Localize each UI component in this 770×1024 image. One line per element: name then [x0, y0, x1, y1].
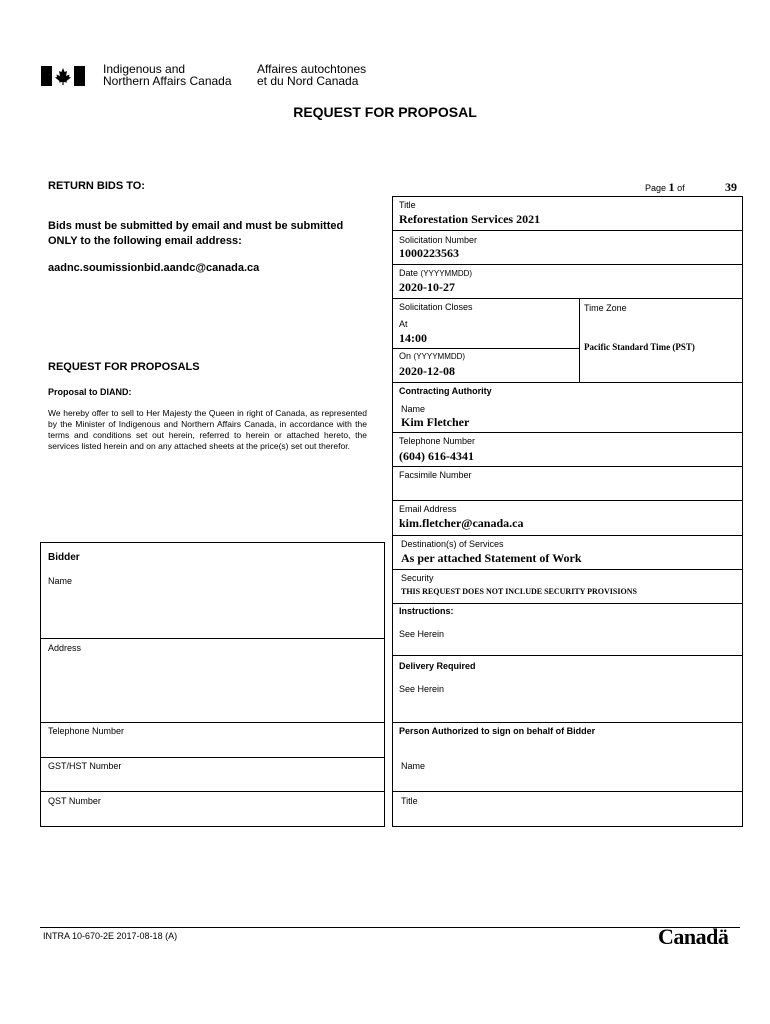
- bidder-heading: Bidder: [48, 552, 80, 563]
- contracting-authority-heading: Contracting Authority: [399, 386, 492, 396]
- divider: [392, 655, 743, 656]
- bidder-gst-field[interactable]: GST/HST Number: [48, 761, 122, 771]
- signatory-name-field[interactable]: Name: [401, 761, 426, 771]
- delivery-required-value: See Herein: [399, 684, 445, 694]
- destination-value: As per attached Statement of Work: [401, 551, 582, 565]
- page-counter: [645, 180, 685, 195]
- return-email: aadnc.soumissionbid.aandc@canada.ca: [48, 262, 260, 274]
- page-of-label: of: [677, 183, 685, 193]
- department-name-english: [103, 63, 232, 87]
- title-value: Reforestation Services 2021: [399, 212, 541, 226]
- divider: [40, 757, 385, 758]
- divider: [392, 603, 743, 604]
- page-title: REQUEST FOR PROPOSAL: [293, 104, 477, 120]
- on-format: (YYYYMMDD): [413, 352, 466, 361]
- divider: [392, 264, 743, 265]
- page-number: 1: [668, 180, 675, 194]
- divider: [392, 569, 743, 570]
- page-label: Page: [645, 183, 667, 193]
- email-label: Email Address: [399, 504, 457, 514]
- divider: [392, 432, 743, 433]
- person-authorized-heading: Person Authorized to sign on behalf of Bidder: [399, 726, 596, 736]
- date-value: 2020-10-27: [399, 280, 455, 294]
- time-zone-value: Pacific Standard Time (PST): [584, 342, 695, 352]
- divider: [392, 298, 743, 299]
- divider: [392, 348, 579, 349]
- request-for-proposals-heading: REQUEST FOR PROPOSALS: [48, 361, 200, 373]
- divider: [392, 466, 743, 467]
- offer-statement: We hereby offer to sell to Her Majesty the Queen in right of Canada, as represented by the Minister of Indigenous and Northern Affairs Canada, in accordance with the terms and conditions set out herein, referred to herein or attached hereto, the services listed herein and on any attached sheets at the price(s) set out therefor.: [48, 408, 367, 451]
- bidder-telephone-field[interactable]: Telephone Number: [48, 726, 125, 736]
- page-total: 39: [725, 180, 737, 194]
- delivery-required-label: Delivery Required: [399, 661, 476, 671]
- authority-name-label: Name: [401, 404, 426, 414]
- solicitation-number-value: 1000223563: [399, 246, 459, 260]
- email-value[interactable]: kim.fletcher@canada.ca: [399, 516, 524, 530]
- signatory-title-field[interactable]: Title: [401, 796, 418, 806]
- bidder-address-field[interactable]: Address: [48, 643, 82, 653]
- bidder-box: [40, 542, 385, 827]
- government-flag-logo: [41, 66, 85, 86]
- flag-icon: [41, 66, 85, 86]
- authority-name-value: Kim Fletcher: [401, 415, 470, 429]
- divider: [579, 298, 580, 382]
- dept-en-line1: Indigenous and: [103, 62, 186, 76]
- bidder-name-field[interactable]: Name: [48, 576, 73, 586]
- destination-label: Destination(s) of Services: [401, 539, 504, 549]
- at-label: At: [399, 319, 408, 329]
- divider: [40, 638, 385, 639]
- closing-time-value: 14:00: [399, 331, 427, 345]
- security-label: Security: [401, 573, 434, 583]
- on-label: [399, 351, 465, 361]
- facsimile-label: Facsimile Number: [399, 470, 472, 480]
- form-code: INTRA 10-670-2E 2017-08-18 (A): [43, 931, 178, 941]
- divider: [392, 722, 743, 723]
- submission-note: Bids must be submitted by email and must be submitted ONLY to the following email address:: [48, 220, 344, 247]
- canada-wordmark: Canadä: [658, 924, 729, 949]
- security-value: THIS REQUEST DOES NOT INCLUDE SECURITY PROVISIONS: [401, 587, 637, 596]
- return-bids-heading: RETURN BIDS TO:: [48, 180, 145, 192]
- divider: [392, 500, 743, 501]
- telephone-label: Telephone Number: [399, 436, 476, 446]
- date-label: [399, 268, 472, 278]
- instructions-label: Instructions:: [399, 606, 454, 616]
- divider: [40, 722, 385, 723]
- on-label-text: On: [399, 351, 412, 361]
- solicitation-number-label: Solicitation Number: [399, 235, 478, 245]
- footer-rule: [40, 927, 740, 928]
- divider: [392, 535, 743, 536]
- divider: [40, 791, 385, 792]
- time-zone-label: Time Zone: [584, 303, 627, 313]
- divider: [392, 230, 743, 231]
- divider: [392, 382, 743, 383]
- date-format: (YYYYMMDD): [420, 269, 473, 278]
- divider: [392, 791, 743, 792]
- department-name-french: [257, 63, 366, 87]
- telephone-value: (604) 616-4341: [399, 449, 474, 463]
- dept-fr-line1: Affaires autochtones: [257, 62, 367, 76]
- instructions-value: See Herein: [399, 629, 445, 639]
- dept-fr-line2: et du Nord Canada: [257, 74, 359, 88]
- proposal-to-label: Proposal to DIAND:: [48, 387, 132, 397]
- title-label: Title: [399, 200, 416, 210]
- date-label-text: Date: [399, 268, 419, 278]
- solicitation-closes-label: Solicitation Closes: [399, 302, 473, 312]
- closing-date-value: 2020-12-08: [399, 364, 455, 378]
- dept-en-line2: Northern Affairs Canada: [103, 74, 232, 88]
- bidder-qst-field[interactable]: QST Number: [48, 796, 101, 806]
